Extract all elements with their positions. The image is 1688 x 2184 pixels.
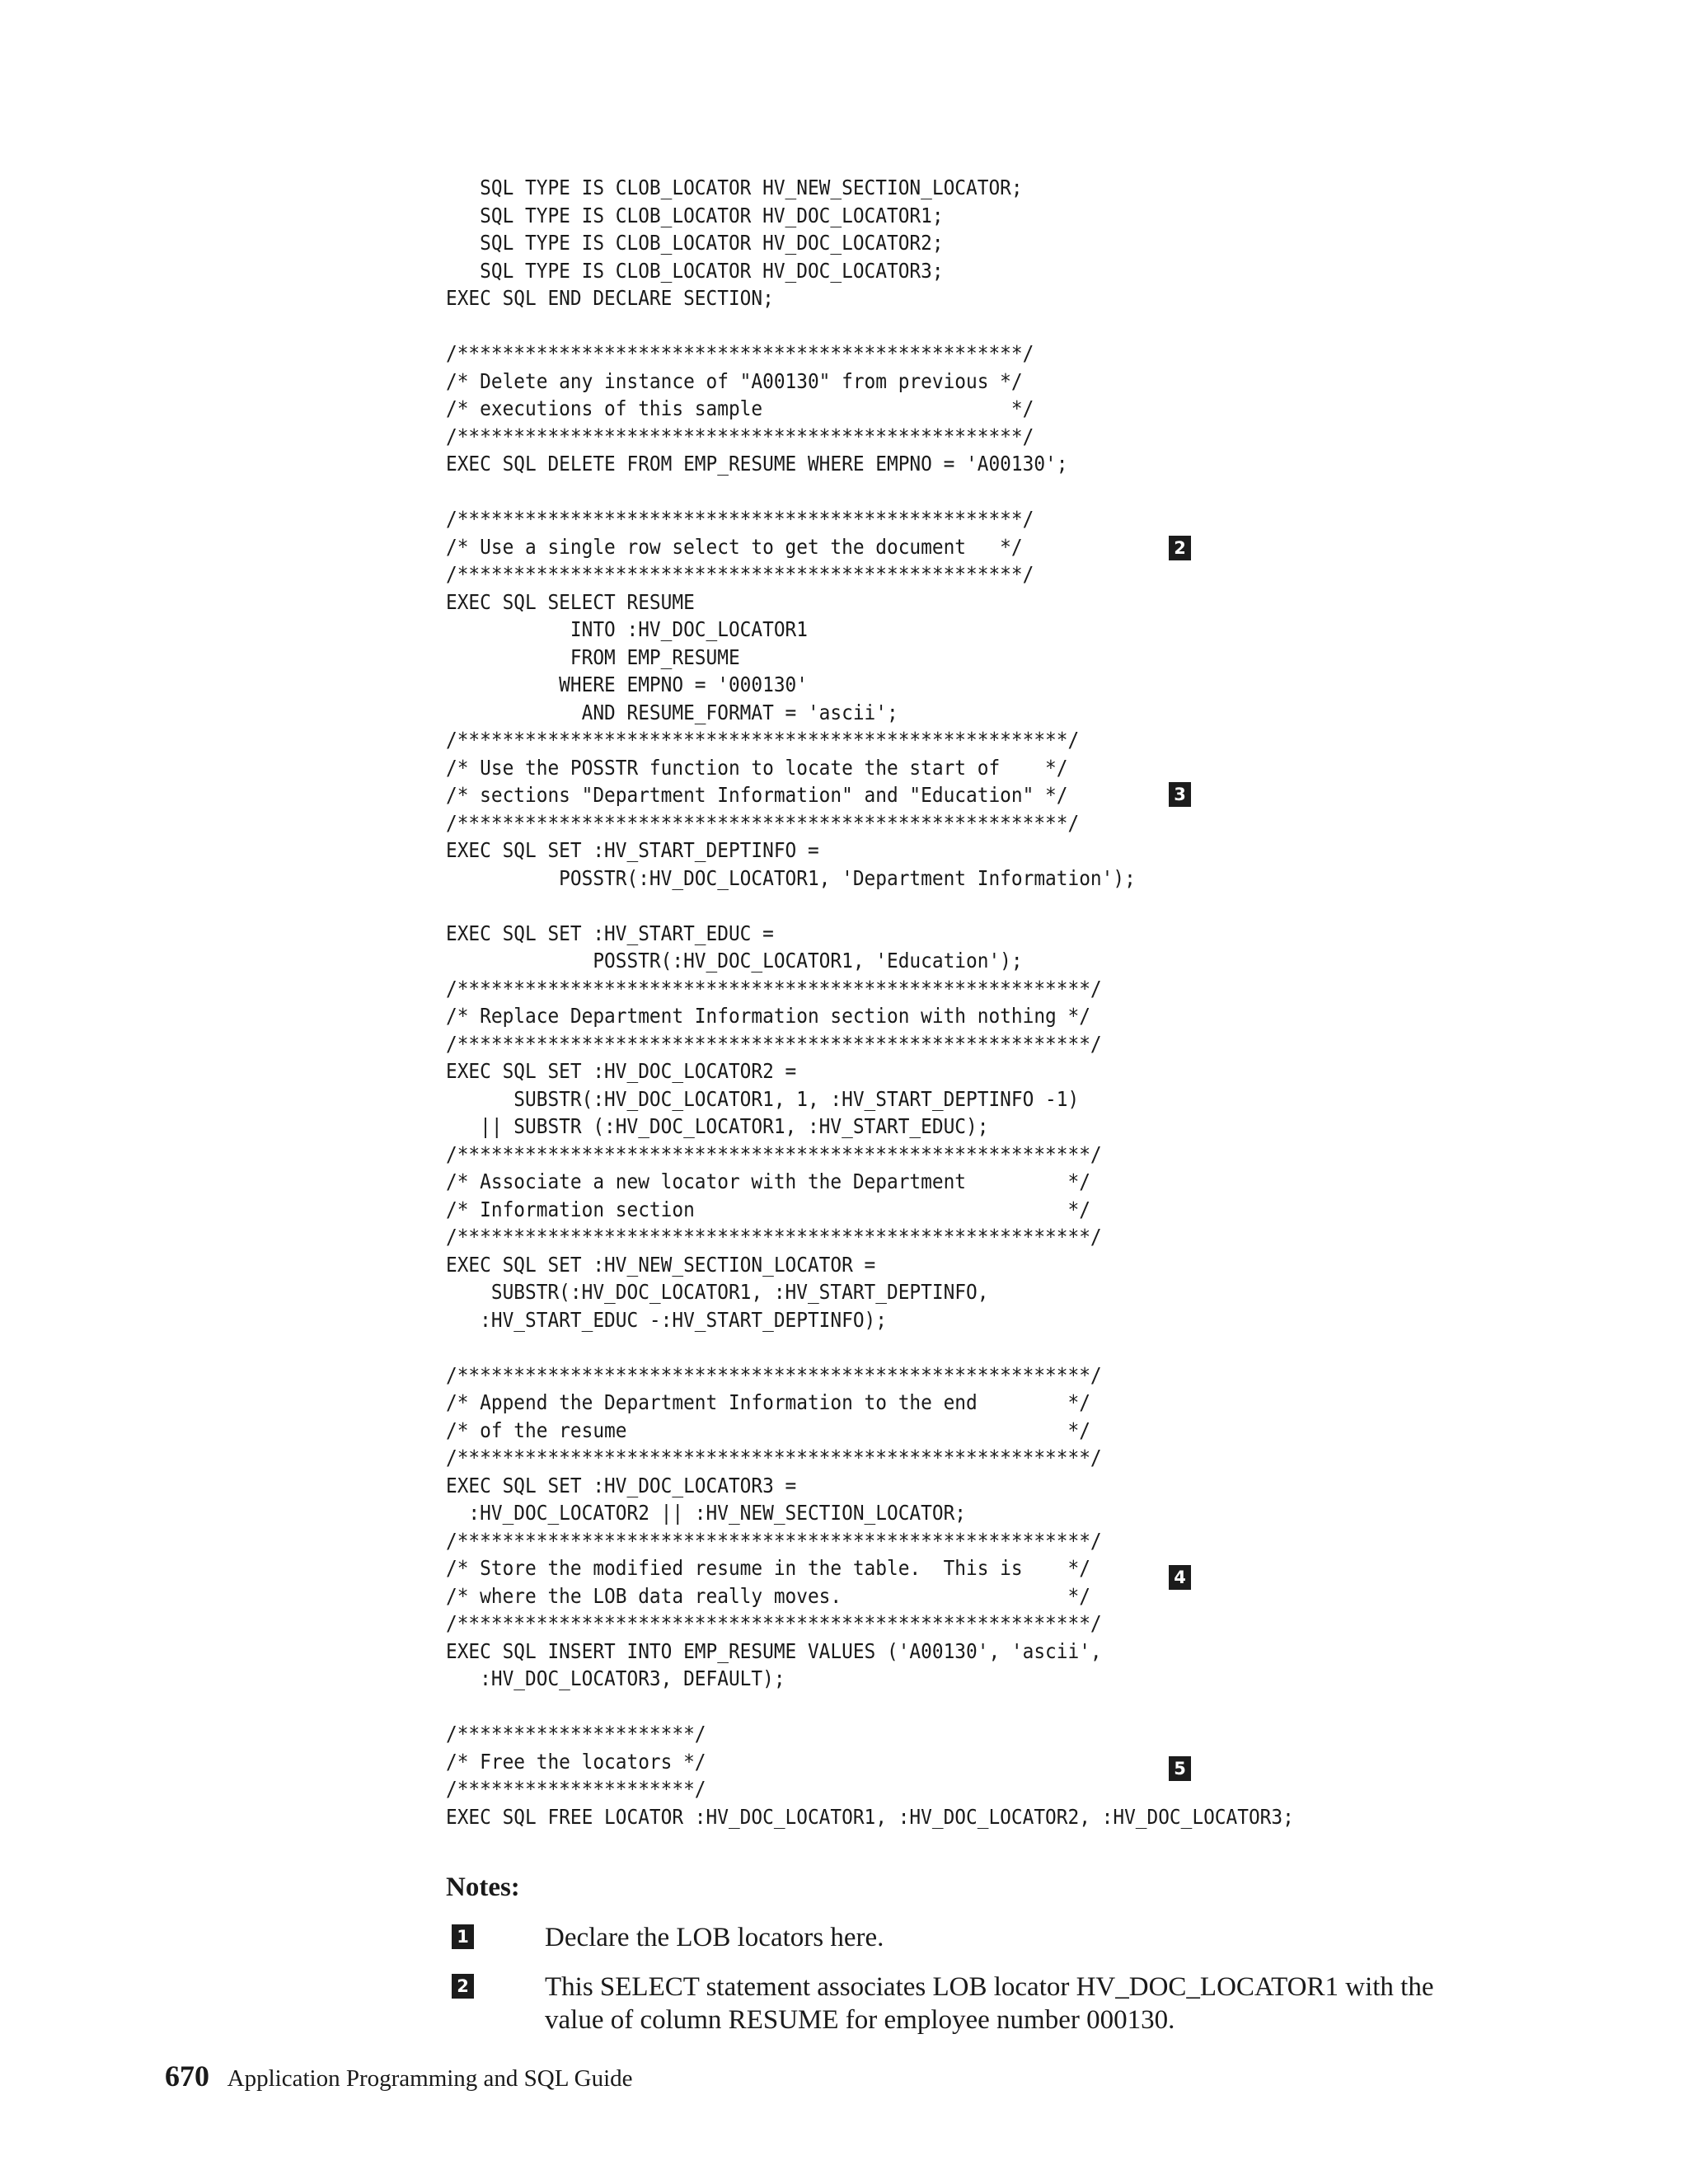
code-line: FROM EMP_RESUME [446, 644, 740, 669]
code-marker: 5 [1169, 1756, 1191, 1781]
code-line: /* Append the Department Information to the end */ [446, 1390, 1090, 1414]
code-line: :HV_START_EDUC -:HV_START_DEPTINFO); [446, 1307, 887, 1332]
code-line: POSSTR(:HV_DOC_LOCATOR1, 'Department Information'); [446, 865, 1136, 890]
code-marker: 2 [1169, 536, 1191, 560]
code-line: /******************************************************/ [446, 810, 1080, 835]
code-line: SQL TYPE IS CLOB_LOCATOR HV_DOC_LOCATOR2; [446, 231, 944, 255]
code-line: /* Information section */ [446, 1197, 1090, 1221]
code-line: /*********************/ [446, 1722, 706, 1746]
code-line: /* Delete any instance of "A00130" from previous */ [446, 368, 1023, 393]
code-line: SUBSTR(:HV_DOC_LOCATOR1, 1, :HV_START_DEPTINFO -1) [446, 1086, 1080, 1111]
code-line: EXEC SQL FREE LOCATOR :HV_DOC_LOCATOR1, :HV_DOC_LOCATOR2, :HV_DOC_LOCATOR3; [446, 1804, 1294, 1829]
note-text: Declare the LOB locators here. [545, 1923, 884, 1952]
code-line: EXEC SQL SET :HV_NEW_SECTION_LOCATOR = [446, 1252, 876, 1277]
code-line [446, 478, 1294, 506]
code-line: :HV_DOC_LOCATOR2 || :HV_NEW_SECTION_LOCATOR; [446, 1501, 967, 1525]
code-line: /* Use a single row select to get the document */ [446, 534, 1023, 559]
code-line: EXEC SQL SET :HV_DOC_LOCATOR3 = [446, 1473, 797, 1497]
code-line: /********************************************************/ [446, 976, 1102, 1001]
code-line: EXEC SQL SET :HV_DOC_LOCATOR2 = [446, 1059, 797, 1083]
note-text: This SELECT statement associates LOB locator HV_DOC_LOCATOR1 with the value of column RESUME for employee number 000130. [545, 1972, 1434, 2035]
code-line: /* executions of this sample */ [446, 396, 1034, 420]
code-line: /********************************************************/ [446, 1528, 1102, 1553]
code-line: EXEC SQL DELETE FROM EMP_RESUME WHERE EMPNO = 'A00130'; [446, 452, 1068, 476]
code-line: /**************************************************/ [446, 507, 1034, 531]
code-line: /* Free the locators */ [446, 1749, 706, 1774]
code-line: /* of the resume */ [446, 1418, 1090, 1442]
code-line: EXEC SQL SET :HV_START_EDUC = [446, 921, 774, 945]
code-line: SQL TYPE IS CLOB_LOCATOR HV_DOC_LOCATOR1; [446, 203, 944, 227]
page-number: 670 [165, 2060, 209, 2093]
code-line: /* Replace Department Information section with nothing */ [446, 1004, 1090, 1028]
code-line: /*********************/ [446, 1777, 706, 1801]
code-line: /********************************************************/ [446, 1141, 1102, 1166]
code-line [446, 1693, 1294, 1721]
code-line [446, 312, 1294, 340]
code-line: /********************************************************/ [446, 1611, 1102, 1635]
code-line: EXEC SQL SET :HV_START_DEPTINFO = [446, 838, 819, 862]
code-line: WHERE EMPNO = '000130' [446, 673, 808, 696]
page-footer [165, 2059, 633, 2093]
code-marker: 4 [1169, 1565, 1191, 1590]
code-line: /* Store the modified resume in the table. This is */ [446, 1556, 1090, 1580]
code-line: /* where the LOB data really moves. */ [446, 1583, 1090, 1608]
code-line: SQL TYPE IS CLOB_LOCATOR HV_NEW_SECTION_LOCATOR; [446, 176, 1023, 199]
code-line: || SUBSTR (:HV_DOC_LOCATOR1, :HV_START_EDUC); [446, 1114, 989, 1138]
code-line: POSSTR(:HV_DOC_LOCATOR1, 'Education'); [446, 949, 1023, 972]
code-line [446, 892, 1294, 920]
note-marker: 2 [452, 1974, 474, 1999]
code-line: /********************************************************/ [446, 1225, 1102, 1249]
code-line: :HV_DOC_LOCATOR3, DEFAULT); [446, 1666, 785, 1690]
code-line: /**************************************************/ [446, 424, 1034, 448]
code-line: /********************************************************/ [446, 1362, 1102, 1387]
code-line: /******************************************************/ [446, 728, 1080, 752]
code-line: /* Use the POSSTR function to locate the start of */ [446, 755, 1068, 780]
code-marker: 3 [1169, 782, 1191, 807]
code-line: SUBSTR(:HV_DOC_LOCATOR1, :HV_START_DEPTINFO, [446, 1280, 989, 1304]
code-line: /********************************************************/ [446, 1446, 1102, 1469]
code-line: /********************************************************/ [446, 1031, 1102, 1056]
note-marker: 1 [452, 1924, 474, 1949]
code-line [446, 1333, 1294, 1361]
code-line: EXEC SQL INSERT INTO EMP_RESUME VALUES ('A00130', 'ascii', [446, 1638, 1102, 1663]
code-line: EXEC SQL END DECLARE SECTION; [446, 286, 774, 310]
code-line: /* sections "Department Information" and "Education" */ [446, 783, 1068, 807]
code-line: INTO :HV_DOC_LOCATOR1 [446, 617, 808, 641]
code-line: EXEC SQL SELECT RESUME [446, 589, 695, 614]
notes-heading: Notes: [446, 1872, 520, 1902]
code-listing [446, 174, 1294, 1830]
code-line: AND RESUME_FORMAT = 'ascii'; [446, 700, 898, 724]
code-line: SQL TYPE IS CLOB_LOCATOR HV_DOC_LOCATOR3; [446, 258, 944, 283]
code-line: /**************************************************/ [446, 562, 1034, 586]
code-line: /* Associate a new locator with the Department */ [446, 1169, 1090, 1193]
code-line: /**************************************************/ [446, 341, 1034, 365]
book-title: Application Programming and SQL Guide [227, 2065, 633, 2092]
